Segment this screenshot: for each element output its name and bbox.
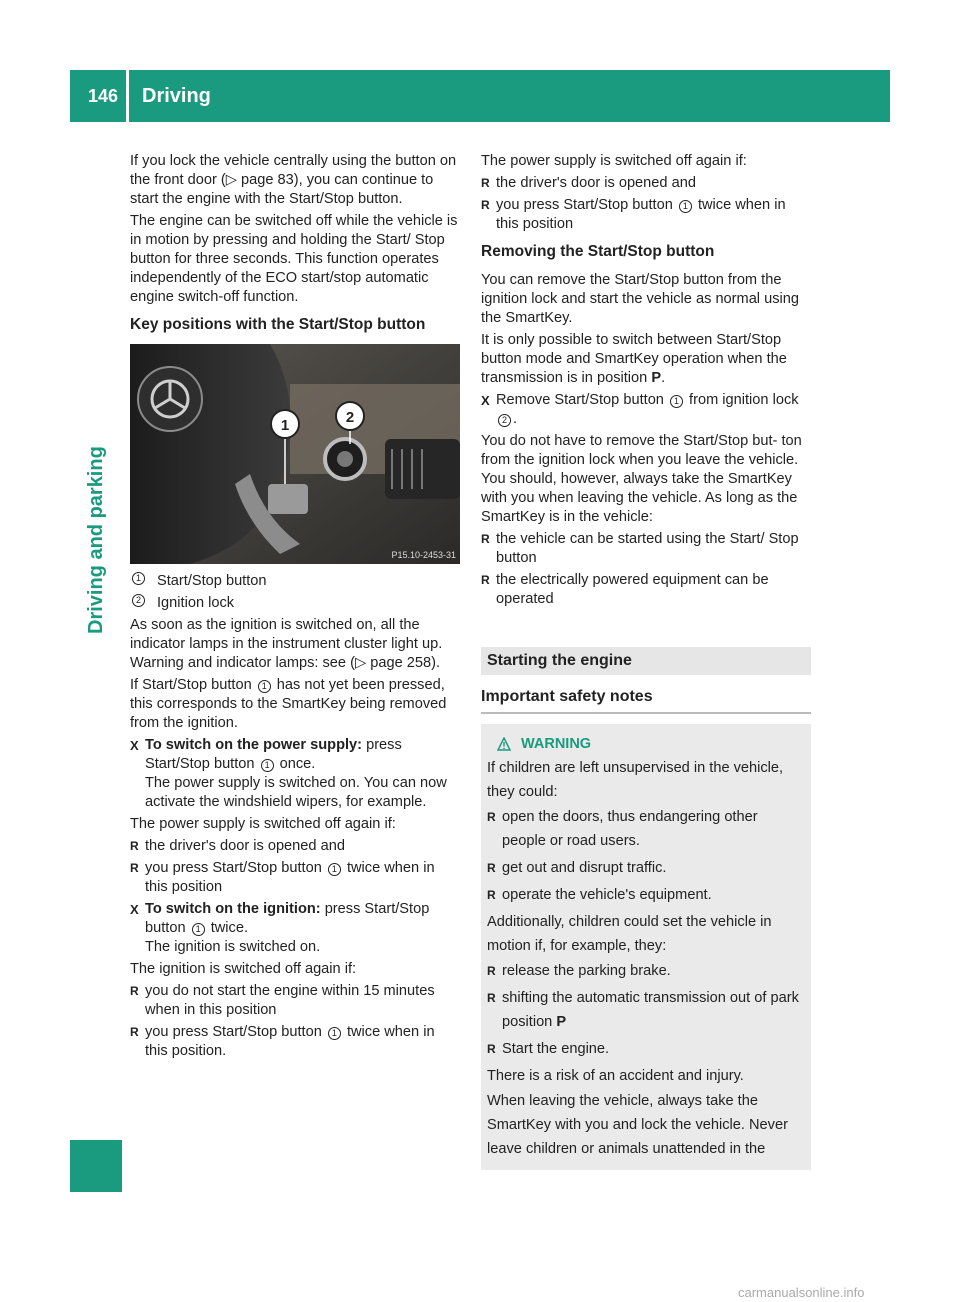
page-header xyxy=(70,70,890,122)
warning-triangle-icon xyxy=(497,737,511,751)
dashboard-illustration xyxy=(130,344,460,564)
intro-paragraph-1: If you lock the vehicle centrally using the button on the front door (▷ page 83), you can continue to start the engine with the Start/Stop button. xyxy=(130,153,457,207)
ignition-off-paragraph: The ignition is switched off again if: xyxy=(130,961,357,977)
right-column xyxy=(481,152,811,1170)
warning-paragraph-1: If children are left unsupervised in the vehicle, they could: xyxy=(487,760,784,800)
warning-paragraph-2: Additionally, children could set the vehicle in motion if, for example, they: xyxy=(487,914,772,954)
list-item: R open the doors, thus endangering other people or road users. xyxy=(487,805,801,853)
callout-2: 2 xyxy=(132,594,145,607)
intro-paragraph-2: The engine can be switched off while the vehicle is in motion by pressing and holding the Start/ Stop button for three seconds. This function operates independently of the ECO start/stop automatic engine switch-off function. xyxy=(130,213,458,305)
list-item: R you press Start/Stop button 1 twice when in this position. xyxy=(130,1023,460,1061)
section-title: Starting the engine xyxy=(481,647,811,675)
callout-1: 1 xyxy=(328,863,341,876)
callout-2: 2 xyxy=(498,414,511,427)
watermark: carmanualsonline.info xyxy=(738,1285,865,1300)
warning-header xyxy=(487,732,801,756)
list-item: R the vehicle can be started using the Start/ Stop button xyxy=(481,530,811,568)
sidebar xyxy=(70,124,122,1154)
step-remove-button: X Remove Start/Stop button 1 from ignition lock 2 . xyxy=(481,391,811,429)
key-positions-heading: Key positions with the Start/Stop button xyxy=(130,316,426,333)
power-off-paragraph: The power supply is switched off again if: xyxy=(130,816,396,832)
step-power-supply-result: The power supply is switched on. You can now activate the windshield wipers, for example. xyxy=(145,775,447,810)
list-item: R the driver's door is opened and xyxy=(130,837,460,856)
svg-text:2: 2 xyxy=(345,409,355,426)
list-item: R the electrically powered equipment can be operated xyxy=(481,571,811,609)
legend-item-2 xyxy=(130,594,460,613)
photo-code: P15.10-2453-31 xyxy=(391,550,456,560)
step-power-supply: X To switch on the power supply: press Start/Stop button 1 once. The power supply is switched on. You can now activate the windshield wipers, for example. xyxy=(130,736,460,812)
header-divider xyxy=(126,70,129,122)
callout-1: 1 xyxy=(670,395,683,408)
ignition-paragraph: As soon as the ignition is switched on, all the indicator lamps in the instrument cluster light up. Warning and indicator lamps: see (▷ page 258). xyxy=(130,617,443,671)
sidebar-label: Driving and parking xyxy=(85,446,107,634)
not-pressed-paragraph: If Start/Stop button 1 has not yet been pressed, this corresponds to the SmartKey being removed from the ignition. xyxy=(130,677,447,731)
list-item: R you do not start the engine within 15 minutes when in this position xyxy=(130,982,460,1020)
removing-paragraph-1: You can remove the Start/Stop button from the ignition lock and start the vehicle as normal using the SmartKey. xyxy=(481,272,799,326)
chapter-title: Driving xyxy=(142,85,211,107)
legend-label-1: Start/Stop button xyxy=(157,573,267,589)
callout-1: 1 xyxy=(258,680,271,693)
list-item: R shifting the automatic transmission out of park position P xyxy=(487,986,801,1034)
sidebar-tab-marker xyxy=(70,1140,122,1192)
warning-paragraph-4: When leaving the vehicle, always take the SmartKey with you and lock the vehicle. Never leave children or animals unattended in the xyxy=(487,1093,788,1157)
removing-paragraph-2: It is only possible to switch between Start/Stop button mode and SmartKey operation when the transmission is in position P. xyxy=(481,332,787,386)
list-item: R you press Start/Stop button 1 twice when in this position xyxy=(130,859,460,897)
power-off-paragraph: The power supply is switched off again if: xyxy=(481,153,747,169)
list-item: R the driver's door is opened and xyxy=(481,174,811,193)
warning-title: WARNING xyxy=(521,736,592,752)
callout-1: 1 xyxy=(192,923,205,936)
step-ignition: X To switch on the ignition: press Start/Stop button 1 twice. The ignition is switched on. xyxy=(130,900,460,957)
list-item: R you press Start/Stop button 1 twice when in this position xyxy=(481,196,811,234)
removing-heading: Removing the Start/Stop button xyxy=(481,243,715,260)
callout-1: 1 xyxy=(328,1027,341,1040)
warning-paragraph-3: There is a risk of an accident and injury. xyxy=(487,1068,744,1084)
subheading: Important safety notes xyxy=(481,687,811,714)
page-number: 146 xyxy=(87,86,118,106)
warning-box xyxy=(481,724,811,1170)
callout-1: 1 xyxy=(132,572,145,585)
left-column xyxy=(130,152,460,1064)
callout-1: 1 xyxy=(679,200,692,213)
smartkey-paragraph: You do not have to remove the Start/Stop but- ton from the ignition lock when you leave the vehicle. You should, however, always take the SmartKey with you when leaving the vehicle. As long as the SmartKey is in the vehicle: xyxy=(481,433,802,525)
list-item: R Start the engine. xyxy=(487,1037,801,1061)
list-item: R operate the vehicle's equipment. xyxy=(487,883,801,907)
step-ignition-result: The ignition is switched on. xyxy=(145,939,321,955)
legend-label-2: Ignition lock xyxy=(157,595,235,611)
list-item: R release the parking brake. xyxy=(487,959,801,983)
callout-1: 1 xyxy=(261,759,274,772)
svg-text:1: 1 xyxy=(280,417,290,434)
list-item: R get out and disrupt traffic. xyxy=(487,856,801,880)
start-stop-photo xyxy=(130,344,460,564)
legend-item-1 xyxy=(130,572,460,591)
